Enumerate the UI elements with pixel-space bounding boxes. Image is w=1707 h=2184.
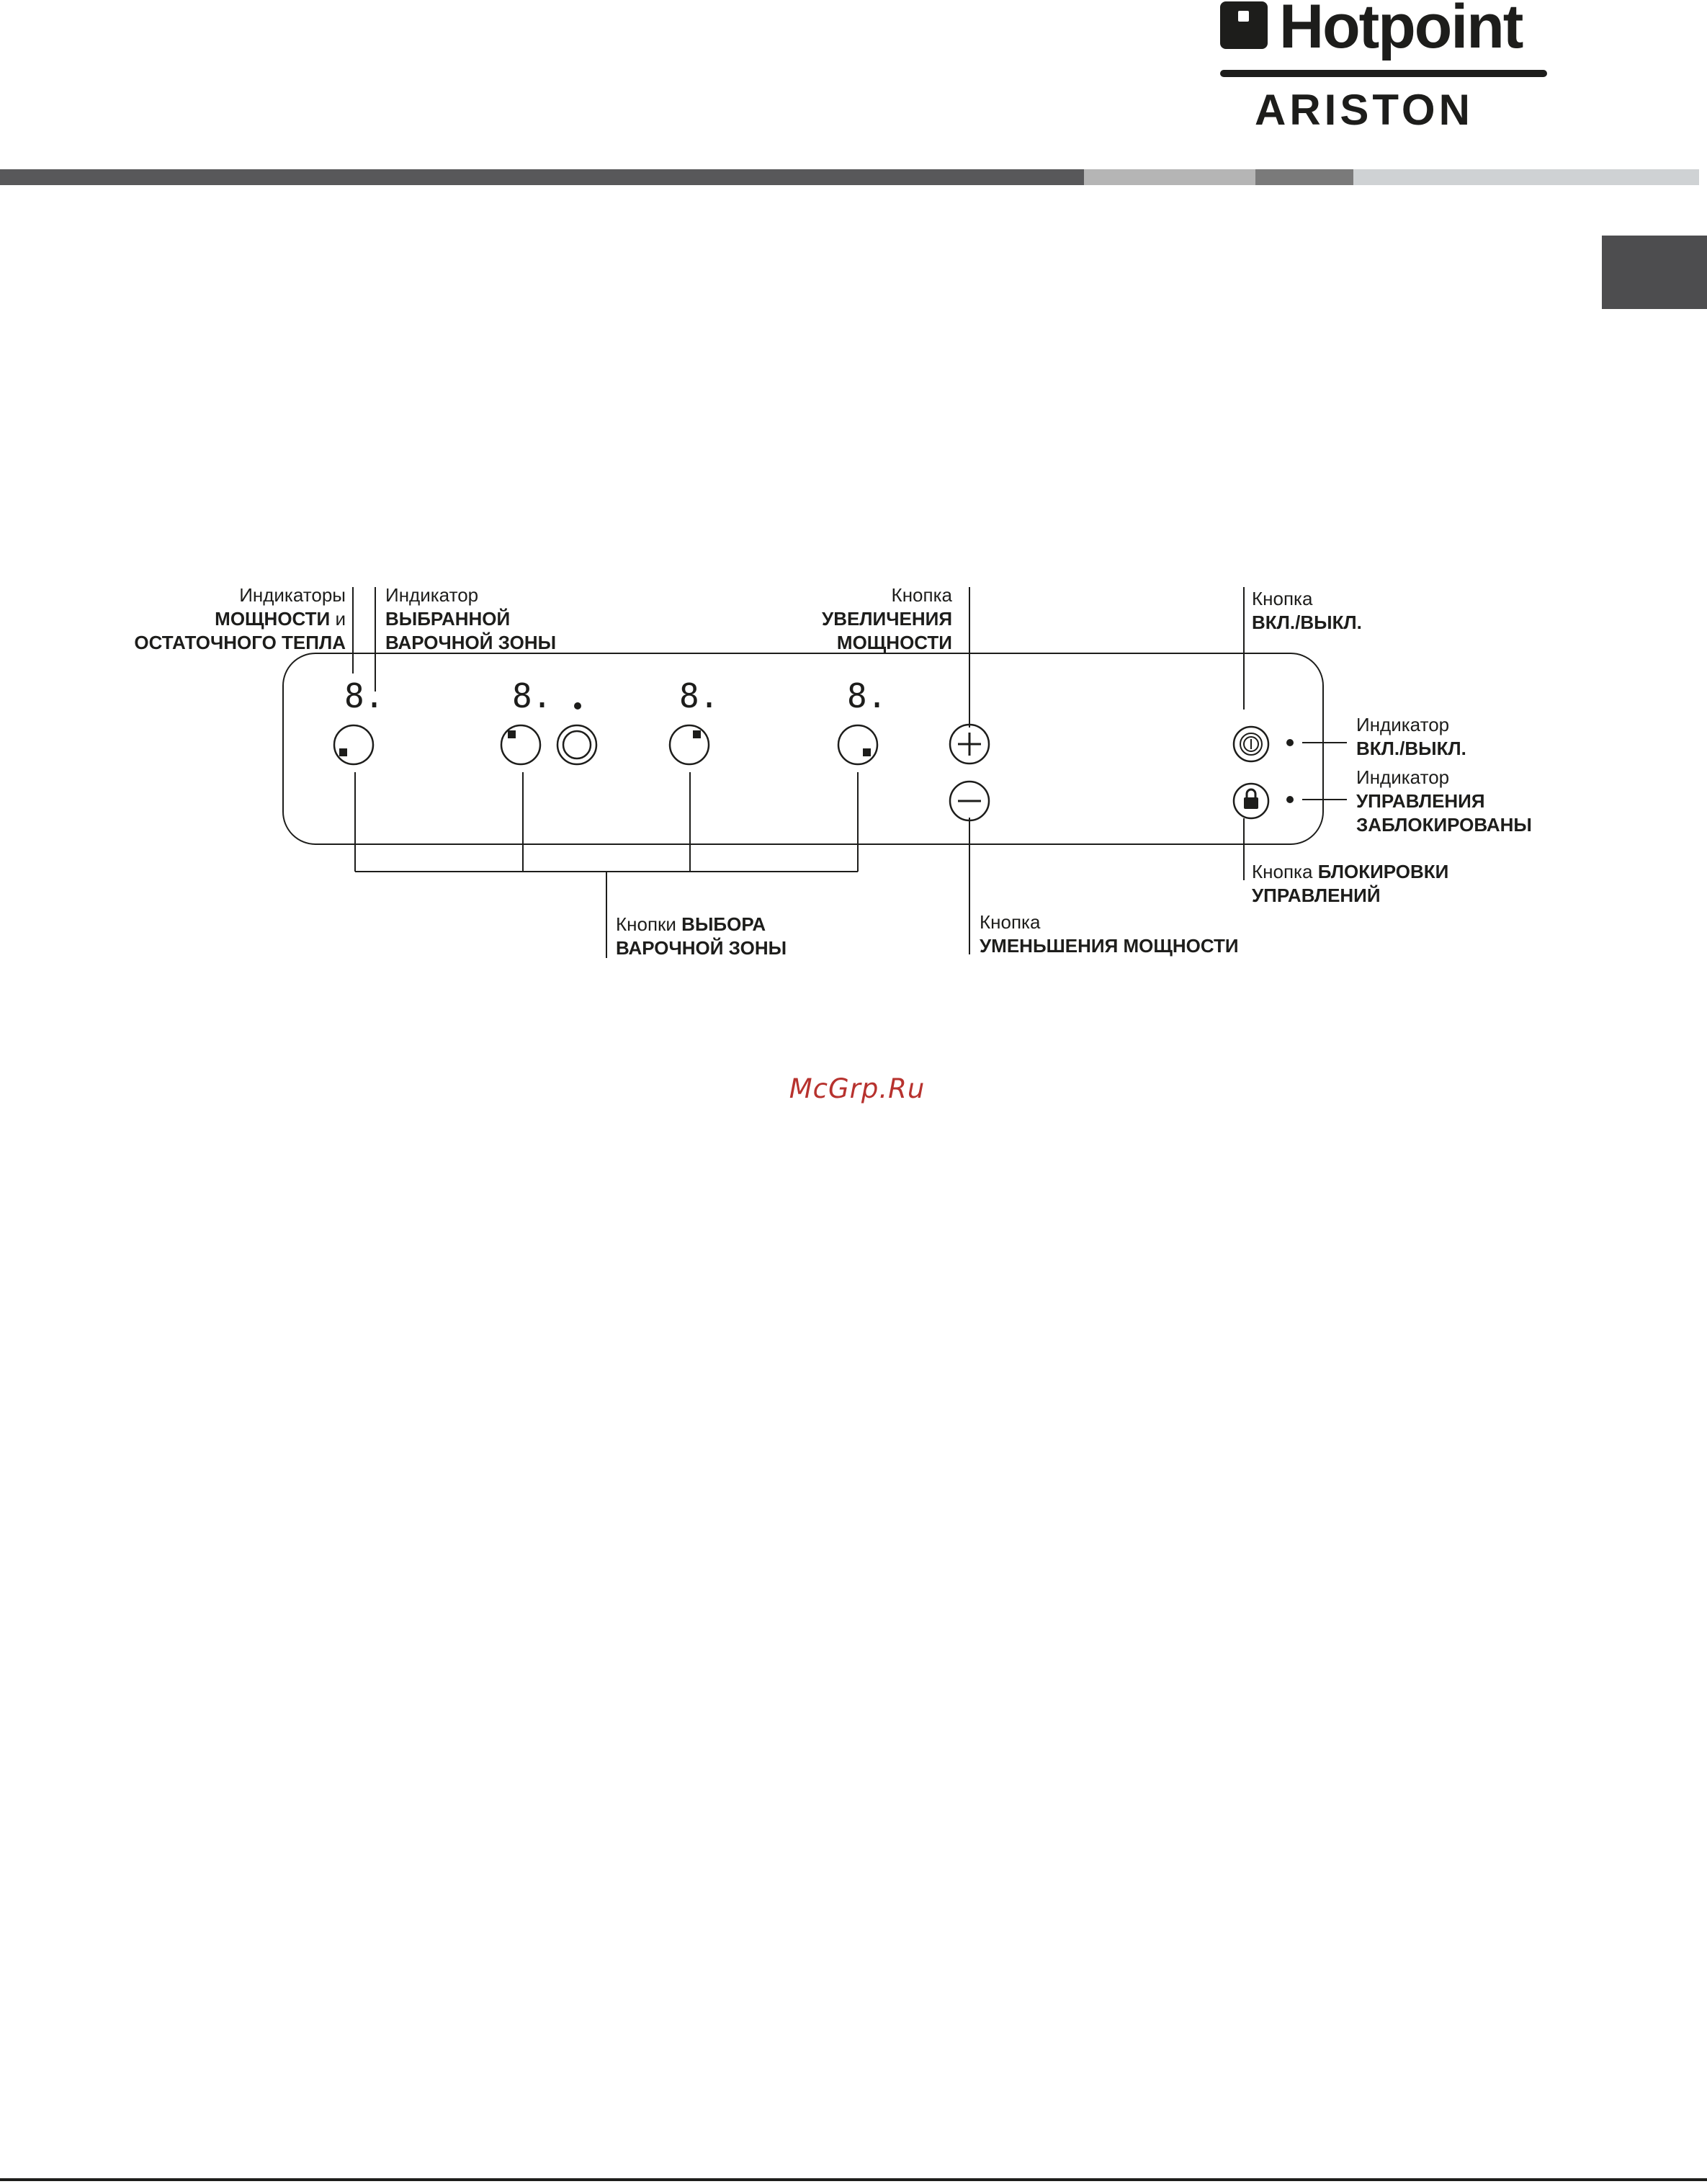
label-zone-select-buttons: Кнопки ВЫБОРА ВАРОЧНОЙ ЗОНЫ <box>616 913 787 959</box>
zone-4-button <box>838 725 877 764</box>
zone-2-button <box>501 725 540 764</box>
dual-zone-button-inner <box>563 731 591 758</box>
dual-zone-led <box>574 702 581 710</box>
brand-name: Hotpoint <box>1279 0 1523 61</box>
control-panel-diagram <box>0 0 1707 1008</box>
onoff-indicator-led <box>1286 739 1294 746</box>
label-onoff-button: Кнопка ВКЛ./ВЫКЛ. <box>1252 588 1362 633</box>
zone-3-position-icon <box>693 730 701 738</box>
zone-1-button <box>334 725 373 764</box>
label-onoff-indicator: Индикатор ВКЛ./ВЫКЛ. <box>1356 714 1466 759</box>
lock-icon <box>1244 789 1258 809</box>
label-decrease-button: Кнопка УМЕНЬШЕНИЯ МОЩНОСТИ <box>980 911 1239 957</box>
label-locked-indicator: Индикатор УПРАВЛЕНИЯ ЗАБЛОКИРОВАНЫ <box>1356 766 1532 836</box>
label-increase-button: Кнопка УВЕЛИЧЕНИЯ МОЩНОСТИ <box>822 584 952 653</box>
display-zone-2: 8. <box>512 676 552 715</box>
control-panel-outline <box>283 653 1323 844</box>
label-power-indicators: Индикаторы МОЩНОСТИ и ОСТАТОЧНОГО ТЕПЛА <box>134 584 346 653</box>
watermark: McGrp.Ru <box>789 1073 926 1104</box>
display-zone-4: 8. <box>847 676 887 715</box>
zone-3-button <box>670 725 709 764</box>
footer-rule <box>0 2178 1707 2181</box>
label-selected-zone-indicator: Индикатор ВЫБРАННОЙ ВАРОЧНОЙ ЗОНЫ <box>385 584 557 653</box>
display-zone-1: 8. <box>344 676 385 715</box>
brand-sub: ARISTON <box>1255 86 1474 134</box>
zone-2-position-icon <box>508 730 516 738</box>
zone-1-position-icon <box>339 748 347 756</box>
locked-indicator-led <box>1286 796 1294 803</box>
display-zone-3: 8. <box>679 676 720 715</box>
label-lock-button: Кнопка БЛОКИРОВКИ УПРАВЛЕНИЙ <box>1252 861 1449 906</box>
zone-4-position-icon <box>863 748 871 756</box>
